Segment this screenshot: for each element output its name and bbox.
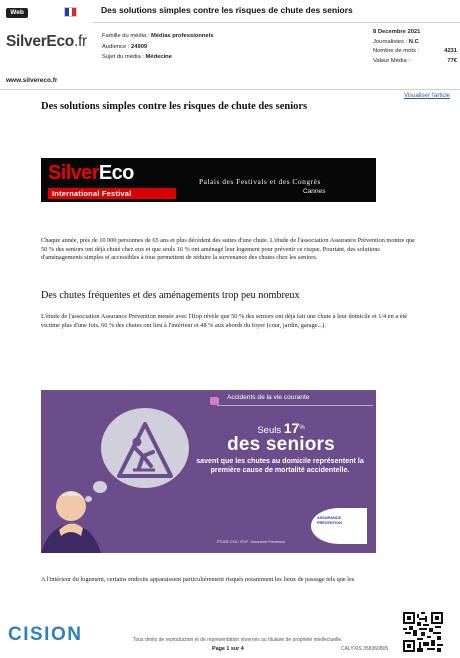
statistic-intro: Seuls 17% bbox=[257, 420, 305, 436]
header-divider bbox=[93, 22, 460, 23]
infographic-heading: Accidents de la vie courante bbox=[227, 394, 310, 401]
assurance-prevention-logo bbox=[311, 508, 367, 544]
document-header bbox=[0, 0, 460, 92]
infographic-credits: ÉTUDE CSA / IFOP · Assurance Prévention bbox=[217, 540, 286, 544]
meta-sujet: Sujet du média : Médecine bbox=[102, 54, 172, 60]
view-article-link[interactable]: Visualiser l'article bbox=[403, 93, 450, 99]
banner-brand: SilverEco bbox=[48, 162, 134, 184]
publication-meta bbox=[373, 28, 457, 66]
infographic-image bbox=[41, 390, 376, 553]
statistic-subject: des seniors bbox=[227, 434, 335, 455]
page-number: Page 1 sur 4 bbox=[212, 646, 244, 652]
article-paragraph-3: A l'intérieur du logement, certains endroits apparaissent particulièrement risqués notamment les lieux de passage tels que les bbox=[41, 576, 355, 583]
article-paragraph-1: Chaque année, près de 10 000 personnes de 65 ans et plus décèdent des suites d'une chute. L'étude de l'association Assurance Prévention montre que 50 % des seniors ont déjà chuté chez eux et que seuls 16 % ont aménagé leur logement pour prévenir ce risque. Pourtant, des solutions d'aménagements simples et accessibles à tous permettent de réduire la survenance des chutes chez les seniors. bbox=[41, 237, 415, 262]
falling-person-icon bbox=[113, 418, 177, 480]
statistic-statement: savent que les chutes au domicile représentent la première cause de mortalité accidentelle. bbox=[196, 457, 364, 475]
banner-festival-label: International Festival bbox=[48, 188, 176, 199]
silvereco-festival-banner bbox=[41, 158, 376, 202]
france-flag-icon bbox=[64, 7, 77, 17]
article-paragraph-2: L'étude de l'association Assurance Prévention menée avec l'Ifop révèle que 50 % des seniors ont déjà fait une chute à leur domicile et 1/4 en a été victime plus d'une fois. 60 % des chutes ont lieu à l'intérieur et 48 % aux abords du foyer (cour, jardin, garage...). bbox=[41, 313, 408, 329]
meta-journalistes: Journalistes : N.C bbox=[373, 38, 419, 45]
meta-audience: Audience : 24909 bbox=[102, 43, 148, 50]
silvereco-logo: SilverEco.fr bbox=[6, 33, 87, 50]
infographic-divider bbox=[217, 405, 373, 406]
article-title: Des solutions simples contre les risques de chute des seniors bbox=[41, 101, 308, 112]
media-type-badge: Web bbox=[6, 8, 28, 18]
meta-valeur: Valeur Média : 77€ bbox=[373, 57, 457, 64]
copyright-notice: Tous droits de reproduction et de représentation réservés au titulaire de propriété intellectuelle. bbox=[133, 637, 343, 643]
publication-date: 8 Decembre 2021 bbox=[373, 29, 421, 35]
media-meta bbox=[102, 31, 214, 63]
cision-logo: CISION bbox=[8, 624, 83, 645]
assurance-prevention-label: ASSURANCE PRÉVENTION bbox=[317, 516, 342, 525]
banner-venue: Palais des Festivals et des Congrès bbox=[199, 177, 321, 186]
header-bottom-divider bbox=[0, 89, 460, 90]
document-reference: CALYXIS 358360805 bbox=[341, 646, 389, 652]
meta-famille: Famille du média : Médias professionnels bbox=[102, 33, 214, 39]
banner-city: Cannes bbox=[303, 188, 326, 195]
meta-mots: Nombre de mots : 4231 bbox=[373, 48, 457, 55]
qr-code-icon bbox=[403, 612, 443, 652]
article-subtitle: Des chutes fréquentes et des aménagements trop peu nombreux bbox=[41, 290, 300, 301]
senior-thinking-illustration bbox=[41, 488, 111, 553]
header-title: Des solutions simples contre les risques de chute des seniors bbox=[101, 5, 353, 15]
site-url: www.silvereco.fr bbox=[6, 77, 58, 84]
